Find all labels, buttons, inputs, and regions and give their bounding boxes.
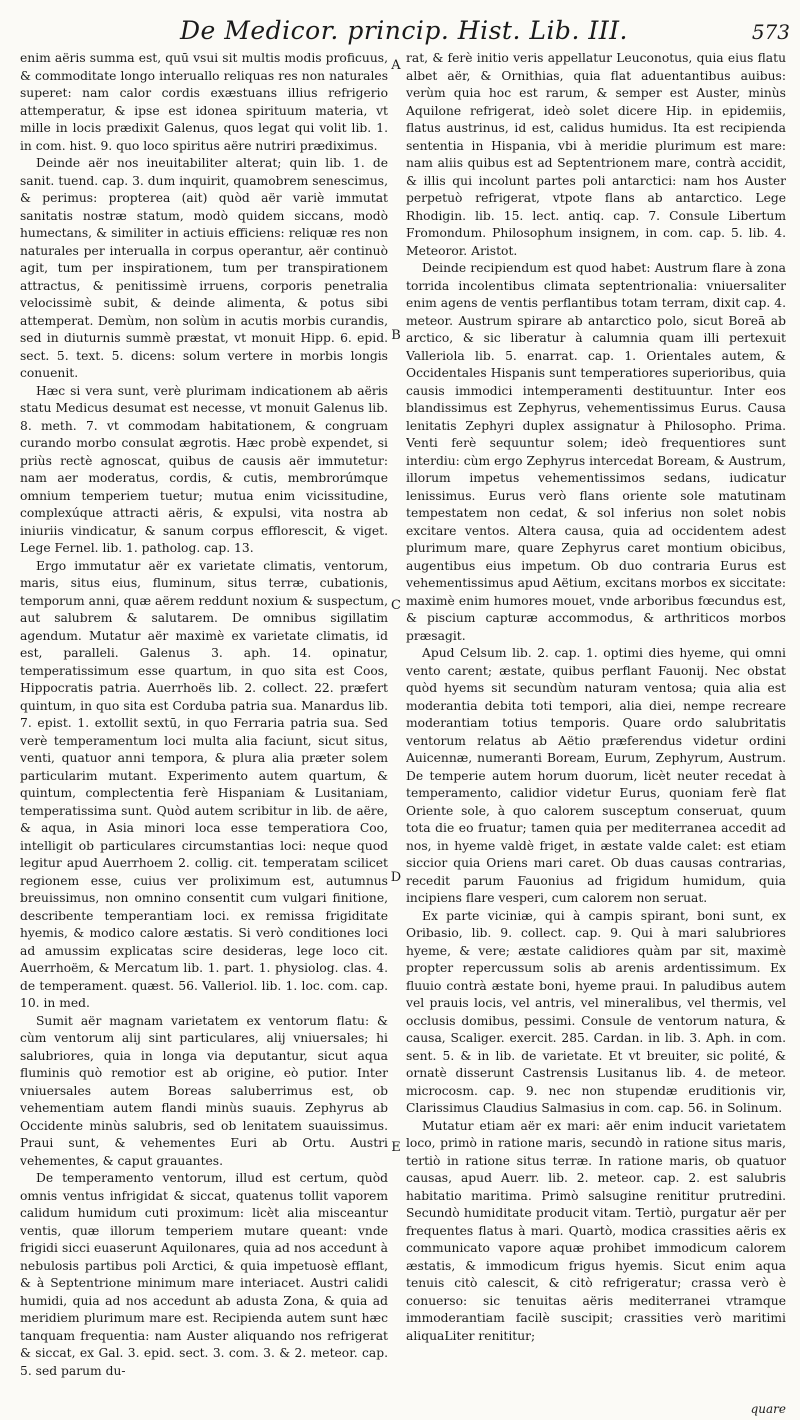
page-header	[0, 10, 800, 54]
paragraph: Deinde recipiendum est quod habet: Austrum flare à zona torrida incolentibus climata septentrionalia: vniuersaliter enim agens de ventis perflantibus totam terram, dixit cap. 4. meteor. Austrum spirare ab antarctico polo, sicut Boreā ab arctico, & sic liberatur à calumnia quam illi pertexuit Valleriola lib. 5. enarrat. cap. 1. Orientales autem, & Occidentales Hispanis sunt temperatiores superioribus, quia causis immodici intemperamenti destituuntur. Inter eos blandissimus est Zephyrus, vehementissimus Eurus. Causa lenitatis Zephyri duplex assignatur à Philosopho. Prima. Venti ferè sequuntur solem; ideò frequentiores sunt interdiu: cùm ergo Zephyrus intercedat Boream, & Austrum, illorum impetus vehementissimos sedans, iudicatur lenissimus. Eurus verò flans oriente sole matutinam tempestatem non cedat, & sol inferius non solet nobis excitare ventos. Altera causa, quia ad occidentem adest plurimum mare, quare Zephyrus caret montium obicibus, augentibus eius impetum. Ob duo contraria Eurus est vehementissimus apud Aëtium, excitans morbos ex siccitate: maximè enim humores mouet, vnde arboribus fœcundus est, & piscium capturæ accommodus, & arthriticos morbos præsagit.	[406, 261, 786, 643]
margin-letter-c: C	[391, 598, 401, 613]
left-column	[20, 50, 388, 1410]
paragraph: Deinde aër nos ineuitabiliter alterat; quin lib. 1. de sanit. tuend. cap. 3. dum inquirit, quamobrem senescimus, & perimus: propterea (ait) quòd aër variè immutat sanitatis nostræ statum, modò quidem siccans, modò humectans, & similiter in actiuis efficiens: reliquæ res non naturales per interualla in corpus operantur, aër continuò agit, tum per inspirationem, tum per transpirationem attractus, & penitissimè irruens, corporis penetralia velocissimè subit, & deinde alimenta, & potus sibi attemperat. Demùm, non solùm in acutis morbis curandis, sed in diuturnis summè præstat, vt monuit Hipp. 6. epid. sect. 5. text. 5. dicens: solum vertere in morbis longis conuenit.	[20, 156, 388, 380]
running-head: De Medicor. princip. Hist. Lib. III.	[180, 16, 628, 45]
paragraph: Hæc si vera sunt, verè plurimam indicationem ab aëris statu Medicus desumat est necesse, vt monuit Galenus lib. 8. meth. 7. vt commodam habitationem, & congruam curando morbo consulat ægrotis. Hæc probè expendet, si priùs rectè agnoscat, quibus de causis aër immutetur: nam aer moderatus, cordis, & cutis, membrorúmque omnium temperiem tuetur; mutua enim vicissitudine, complexúque attracti aëris, & expulsi, vita nostra ab iniuriis vindicatur, & sanum corpus efflorescit, & viget. Lege Fernel. lib. 1. patholog. cap. 13.	[20, 383, 388, 555]
paragraph: De temperamento ventorum, illud est certum, quòd omnis ventus infrigidat & siccat, quatenus tollit vaporem calidum humidum cuti proximum: licèt alia misceantur ventis, quæ illorum temperiem mutare queant: vnde frigidi sicci euaserunt Aquilonares, quia ad nos accedunt à nebulosis partibus poli Arctici, & quia impetuosè efflant, & à Septentrione minimum mare interiacet. Austri calidi humidi, quia ad nos accedunt ab adusta Zona, & quia ad meridiem plurimum mare est. Recipienda autem sunt hæc tanquam frequentia: nam Auster aliquando nos refrigerat & siccat, ex Gal. 3. epid. sect. 3. com. 3. & 2. meteor. cap. 5. sed parum du-	[20, 1171, 388, 1378]
paragraph: rat, & ferè initio veris appellatur Leuconotus, quia eius flatu albet aër, & Ornithias, quia flat aduentantibus auibus: verùm quia hoc est rarum, & semper est Auster, minùs Aquilone refrigerat, ideò solet dicere Hip. in epidemiis, flatus austrinus, id est, calidus humidus. Ita est recipienda sententia in Hispania, vbi à meridie plurimum est mare: nam aliis quibus est ad Septentrionem mare, contrà accidit, & illis qui incolunt partes poli antarctici: nam hos Auster perpetuò refrigerat, vtpote flans ab antarctico. Lege Rhodigin. lib. 15. lect. antiq. cap. 7. Consule Libertum Fromondum. Philosophum insignem, in com. cap. 5. lib. 4. Meteoror. Aristot.	[406, 51, 786, 258]
margin-letter-e: E	[391, 1140, 401, 1155]
paragraph: Ex parte viciniæ, qui à campis spirant, boni sunt, ex Oribasio, lib. 9. collect. cap. 9. Qui à mari salubriores hyeme, & vere; æstate calidiores quàm par sit, maximè propter repercussum solis ab arenis ardentissimum. Ex fluuio contrà æstate boni, hyeme praui. In paludibus autem vel prauis locis, vel antris, vel mineralibus, vel thermis, vel occlusis domibus, pessimi. Consule de ventorum natura, & causa, Scaliger. exercit. 285. Cardan. in lib. 3. Aph. in com. sent. 5. & in lib. de varietate. Et vt breuiter, sic polité, & ornatè disserunt Castrensis Lusitanus lib. 4. de meteor. microcosm. cap. 9. nec non stupendæ eruditionis vir, Clarissimus Claudius Salmasius in com. cap. 56. in Solinum.	[406, 908, 786, 1115]
right-column	[406, 50, 786, 1410]
margin-letter-a: A	[391, 58, 401, 73]
paragraph: enim aëris summa est, quū vsui sit multis modis proficuus, & commoditate longo interuallo reliquas res non naturales superet: nam calor cordis exæstuans illius refrigerio attemperatur, & ipse est idonea spirituum materia, vt mille in locis prædixit Galenus, quos legat qui volit lib. 1. in com. hist. 9. quo loco spiritus aëre nutriri prædiximus.	[20, 51, 388, 153]
paragraph: Apud Celsum lib. 2. cap. 1. optimi dies hyeme, qui omni vento carent; æstate, quibus perflant Fauonij. Nec obstat quòd hyems sit secundùm naturam ventosa; quia alia est moderantia debita toti tempori, alia diei, nempe recreare moderantiam totius temporis. Quare ordo salubritatis ventorum relatus ab Aëtio præferendus videtur ordini Auicennæ, numeranti Boream, Eurum, Zephyrum, Austrum. De temperie autem horum duorum, licèt neuter recedat à temperamento, calidior videtur Eurus, quoniam ferè flat Oriente sole, à quo calorem susceptum conseruat, quum tota die eo fruatur; tamen quia per mediterranea accedit ad nos, in hyeme valdè friget, in æstate valde calet: est etiam siccior quia Oriens mari caret. Ob duas causas contrarias, recedit parum Fauonius ad frigidum humidum, quia incipiens flare vesperi, cum calorem non seruat.	[406, 646, 786, 905]
paragraph: Ergo immutatur aër ex varietate climatis, ventorum, maris, situs eius, fluminum, situs terræ, cubationis, temporum anni, quæ aërem reddunt noxium & suspectum, aut salubrem & salutarem. De omnibus sigillatim agendum. Mutatur aër maximè ex varietate climatis, id est, paralleli. Galenus 3. aph. 14. opinatur, temperatissimum esse quartum, in quo sita est Coos, Hippocratis patria. Auerrhoës lib. 2. collect. 22. præfert quintum, in quo sita est Corduba patria sua. Manardus lib. 7. epist. 1. extollit sextū, in quo Ferraria patria sua. Sed verè temperamentum loci multa alia faciunt, sicut situs, venti, quatuor anni tempora, & plura alia præter solem particularim mutant. Experimento autem quartum, & quintum, complectentia ferè Hispaniam & Lusitaniam, temperatissima sunt. Quòd autem scribitur in lib. de aëre, & aqua, in Asia minori loca esse temperatiora Coo, intelligit ob particulares circumstantias loci: neque quod legitur apud Auerrhoem 2. collig. cit. temperatam scilicet regionem esse, cuius ver proliximum est, autumnus breuissimus, non omnino consentit cum vulgari finitione, describente temperantiam loci. ex remissa frigiditate hyemis, & modico calore æstatis. Si verò conditiones loci ad amussim explicatas scire desideras, lege loco cit. Auerrhoëm, & Mercatum lib. 1. part. 1. physiolog. clas. 4. de temperament. quæst. 56. Valleriol. lib. 1. loc. com. cap. 10. in med.	[20, 558, 388, 1010]
margin-letter-d: D	[390, 870, 402, 885]
paragraph: Mutatur etiam aër ex mari: aër enim inducit varietatem loco, primò in ratione maris, secundò in ratione situs maris, tertiò in ratione situs terræ. In ratione maris, ob quatuor causas, apud Auerr. lib. 2. meteor. cap. 2. est salubris habitatio maritima. Primò salsugine renititur prutredini. Secundò humiditate producit vitam. Tertiò, purgatur aër per frequentes flatus à mari. Quartò, modica crassities aëris ex communicato vapore aquæ prohibet immodicum calorem æstatis, & immodicum frigus hyemis. Sicut enim aqua tenuis citò calescit, & citò refrigeratur; crassa verò è conuerso: sic tenuitas aëris mediterranei vtramque immoderantiam facilè suscipit; crassities verò maritimi aliquaLiter renititur;	[406, 1118, 786, 1343]
page-number: 573	[751, 20, 790, 44]
catchword: quare	[750, 1402, 786, 1416]
margin-letter-b: B	[391, 328, 401, 343]
paragraph: Sumit aër magnam varietatem ex ventorum flatu: & cùm ventorum alij sint particulares, alij vniuersales; hi salubriores, quia in longa via deputantur, sicut aqua fluminis quò remotior est ab origine, eò putior. Inter vniuersales autem Boreas saluberrimus est, ob vehementiam autem flandi minùs suauis. Zephyrus ab Occidente minùs salubris, sed ob lenitatem suauissimus. Praui sunt, & vehementes Euri ab Ortu. Austri vehementes, & caput grauantes.	[20, 1013, 388, 1168]
